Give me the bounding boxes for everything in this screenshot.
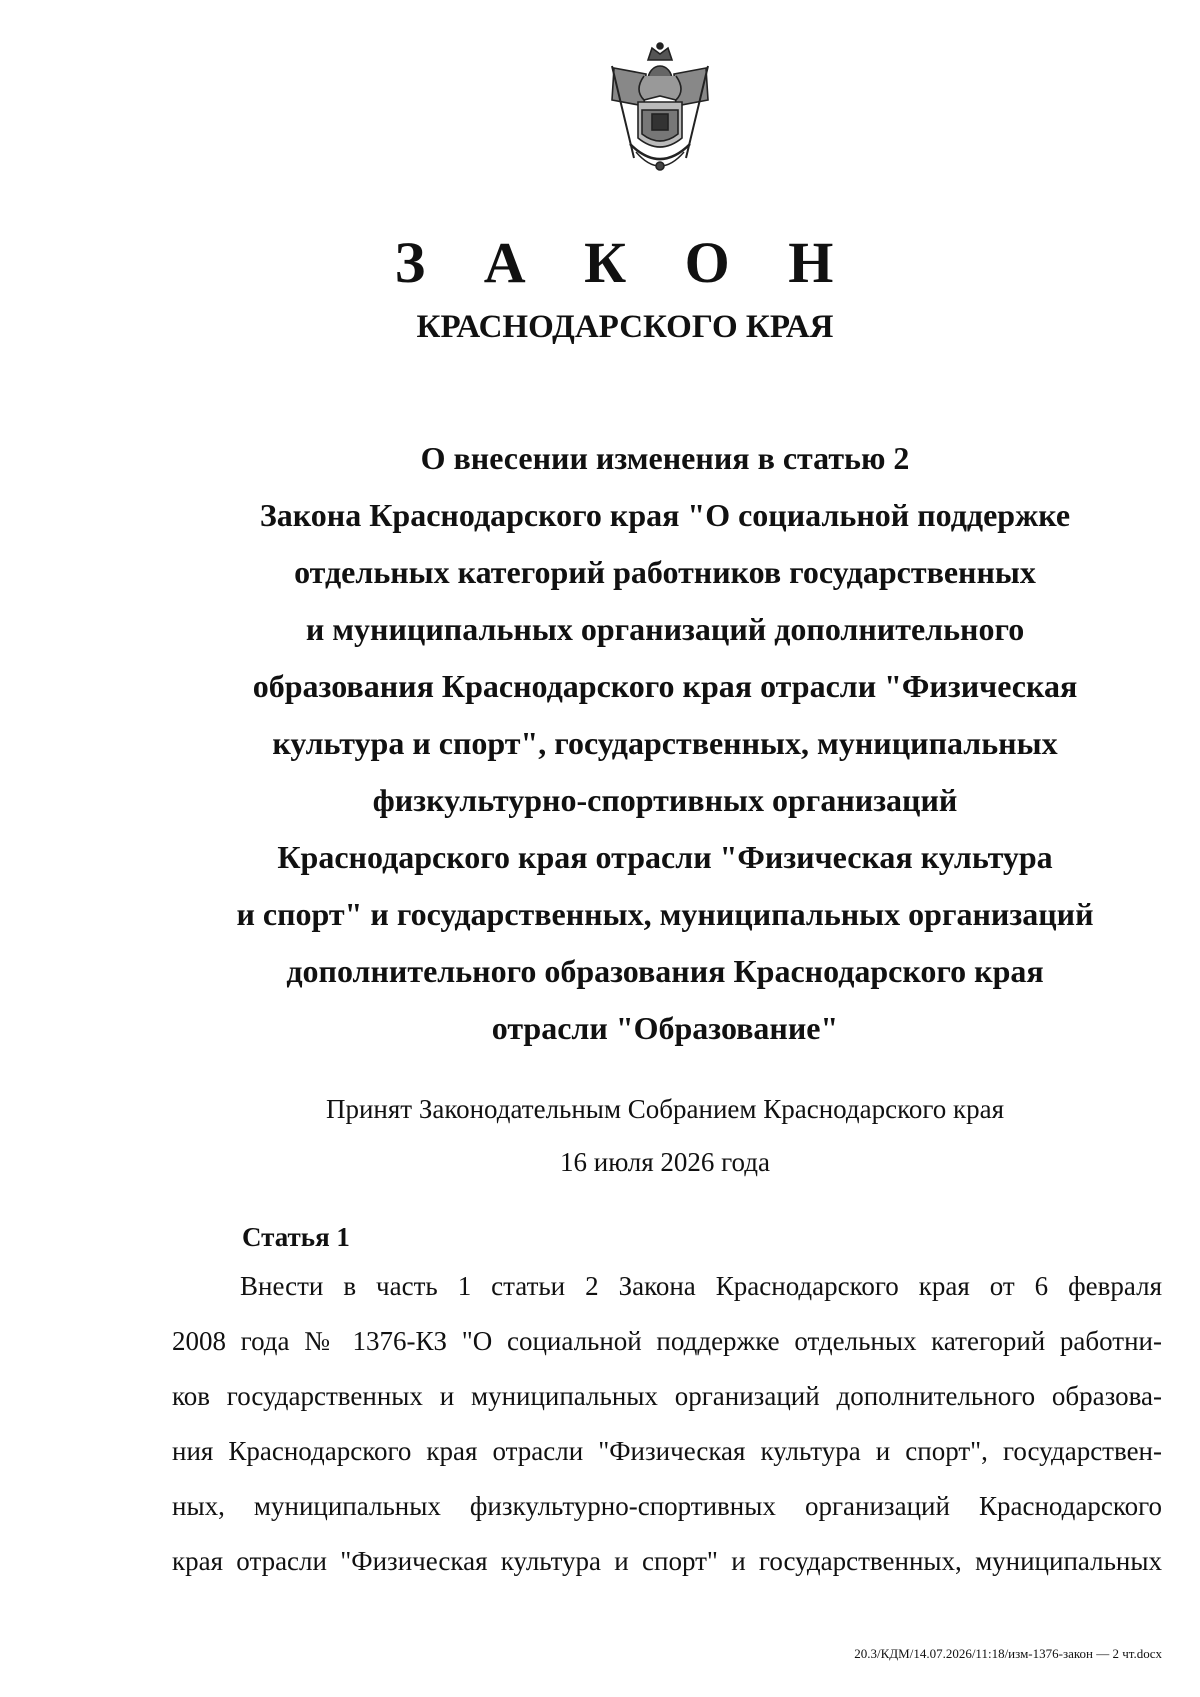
article-line: ния Краснодарского края отрасли "Физическая культура и спорт", государствен-: [172, 1436, 1162, 1466]
article-body: [172, 1259, 1162, 1589]
title-line: отдельных категорий работников государственных: [294, 554, 1036, 590]
title-line: отрасли "Образование": [491, 1010, 839, 1046]
adoption-note: [215, 1083, 1115, 1189]
article-line: 2008 года № 1376-КЗ "О социальной поддержке отдельных категорий работни-: [172, 1326, 1162, 1356]
article-line: ных, муниципальных физкультурно-спортивных организаций Краснодарского: [172, 1491, 1162, 1521]
coat-of-arms-icon: [604, 40, 716, 180]
article-line: ков государственных и муниципальных организаций дополнительного образова-: [172, 1381, 1162, 1411]
footer-file-reference: 20.3/КДМ/14.07.2026/11:18/изм-1376-закон — 2 чт.docx: [854, 1646, 1162, 1661]
law-title: [215, 430, 1115, 1057]
title-line: культура и спорт", государственных, муниципальных: [272, 725, 1058, 761]
adoption-date: 16 июля 2026 года: [560, 1147, 770, 1177]
title-line: физкультурно-спортивных организаций: [372, 782, 958, 818]
title-line: Закона Краснодарского края "О социальной поддержке: [259, 497, 1071, 533]
title-line: Краснодарского края отрасли "Физическая культура: [277, 839, 1053, 875]
adoption-line: Принят Законодательным Собранием Краснодарского края: [325, 1094, 1005, 1124]
title-line: О внесении изменения в статью 2: [420, 440, 910, 476]
article-heading: Статья 1: [242, 1222, 350, 1252]
article-line: Внести в часть 1 статьи 2 Закона Краснодарского края от 6 февраля: [240, 1271, 1162, 1301]
title-line: и спорт" и государственных, муниципальных организаций: [236, 896, 1094, 932]
law-region-subheading: КРАСНОДАРСКОГО КРАЯ: [416, 309, 834, 345]
article-line: края отрасли "Физическая культура и спорт" и государственных, муниципальных: [172, 1546, 1162, 1576]
title-line: образования Краснодарского края отрасли "Физическая: [252, 668, 1078, 704]
title-line: и муниципальных организаций дополнительного: [305, 611, 1025, 647]
law-heading: З А К О Н: [394, 230, 856, 295]
title-line: дополнительного образования Краснодарского края: [286, 953, 1044, 989]
